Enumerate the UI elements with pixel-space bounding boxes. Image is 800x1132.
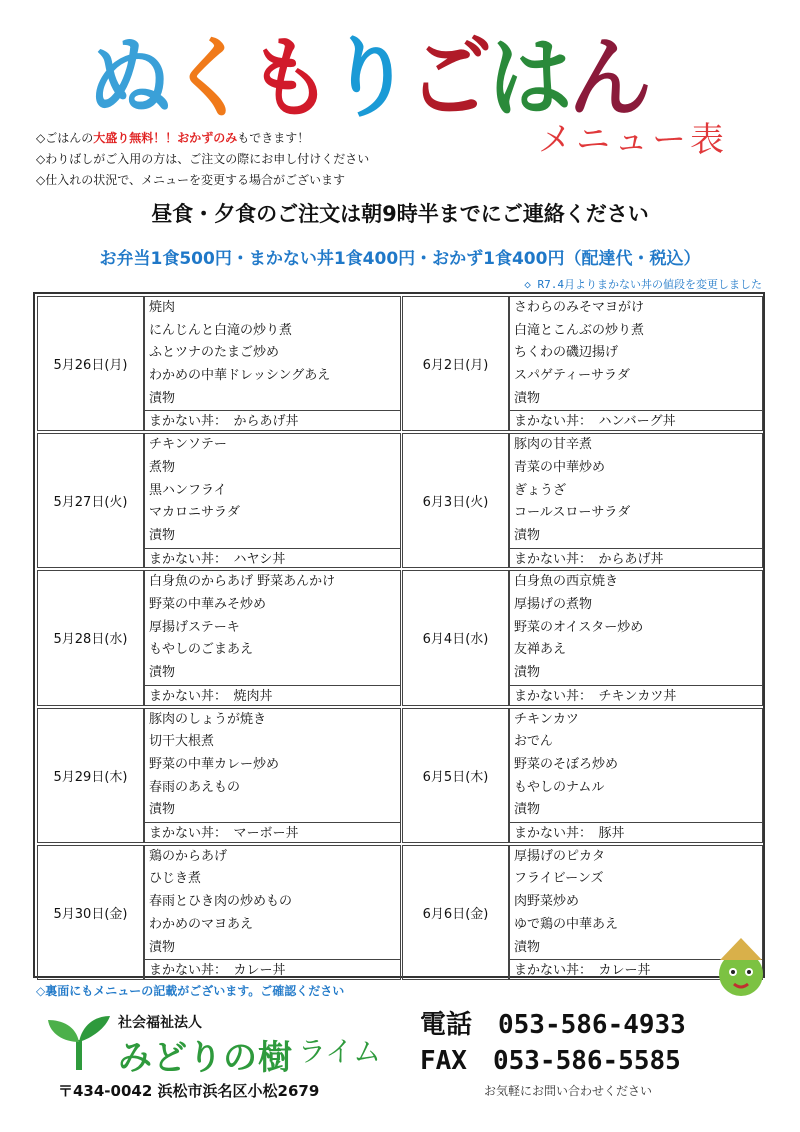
menu-item: 野菜の中華カレー炒め <box>149 756 280 772</box>
menu-item: 焼肉 <box>149 300 176 315</box>
menu-item: 白身魚の西京焼き <box>514 574 619 590</box>
title-char: ぬ <box>88 26 169 130</box>
menu-item: 漬物 <box>514 802 541 818</box>
menu-item: ふとツナのたまご炒め <box>149 345 280 361</box>
note-1-highlight: 大盛り無料！！おかずのみ <box>93 131 238 145</box>
title-char: く <box>168 26 249 130</box>
makanai-don: まかない丼： 焼肉丼 <box>145 685 400 709</box>
menu-item: 友禅あえ <box>514 642 567 658</box>
back-side-note: ◇裏面にもメニューの記載がございます。ご確認ください <box>36 984 345 998</box>
note-2: ◇わりばしがご入用の方は、ご注文の際にお申し付けください <box>36 152 370 166</box>
menu-date: 5月28日(水) <box>37 570 144 705</box>
menu-item: 漬物 <box>149 390 176 406</box>
makanai-don: まかない丼： ハヤシ丼 <box>145 548 400 572</box>
leaf-logo-icon <box>44 1012 114 1072</box>
menu-item: 春雨とひき肉の炒めもの <box>149 894 293 910</box>
makanai-don: まかない丼： チキンカツ丼 <box>510 685 762 709</box>
menu-item: もやしのごまあえ <box>149 642 254 658</box>
makanai-don: まかない丼： ハンバーグ丼 <box>510 410 762 434</box>
menu-item: 白身魚のからあげ 野菜あんかけ <box>149 574 336 590</box>
menu-item: 肉野菜炒め <box>514 894 580 910</box>
menu-item: 鶏のからあげ <box>149 848 228 864</box>
makanai-don: まかない丼： からあげ丼 <box>145 410 400 434</box>
menu-items <box>144 708 401 843</box>
menu-item: さわらのみそマヨがけ <box>514 300 645 315</box>
menu-item: 漬物 <box>149 802 176 818</box>
menu-item: 厚揚げのピカタ <box>514 848 606 864</box>
menu-table <box>33 292 765 978</box>
menu-date: 6月2日(月) <box>402 296 509 431</box>
menu-item: マカロニサラダ <box>149 505 240 521</box>
makanai-don: まかない丼： マーボー丼 <box>145 822 400 846</box>
menu-item: 漬物 <box>514 527 541 543</box>
contact-note: お気軽にお問い合わせください <box>484 1084 653 1098</box>
menu-items <box>509 296 763 431</box>
menu-date: 5月27日(火) <box>37 433 144 568</box>
org-sub: ライム <box>298 1035 382 1068</box>
makanai-don: まかない丼： カレー丼 <box>145 959 400 983</box>
menu-item: 野菜のオイスター炒め <box>514 619 644 635</box>
menu-item: 煮物 <box>149 459 176 475</box>
note-1-text-a: ◇ごはんの <box>36 131 94 145</box>
menu-date: 5月29日(木) <box>37 708 144 843</box>
menu-item: ぎょうざ <box>514 482 567 498</box>
menu-items <box>144 570 401 705</box>
title-char: ご <box>408 26 489 130</box>
title-char: り <box>328 26 409 130</box>
notes <box>36 128 369 191</box>
menu-items <box>144 845 401 980</box>
menu-item: コールスローサラダ <box>514 505 631 521</box>
makanai-don: まかない丼： からあげ丼 <box>510 548 762 572</box>
phone-number: 電話 053-586-4933 <box>420 1010 686 1040</box>
menu-item: 春雨のあえもの <box>149 779 241 795</box>
price-line: お弁当1食500円・まかない丼1食400円・おかず1食400円（配達代・税込） <box>99 249 701 269</box>
menu-items <box>144 296 401 431</box>
price-change-note: ◇ R7.4月よりまかない丼の値段を変更しました <box>524 278 762 291</box>
menu-item: 厚揚げの煮物 <box>514 597 593 613</box>
menu-item: 切干大根煮 <box>149 734 215 750</box>
menu-item: ひじき煮 <box>149 871 202 887</box>
menu-item: 野菜のそぼろ炒め <box>514 756 619 772</box>
org-name: みどりの樹 <box>118 1038 293 1078</box>
menu-item: 野菜の中華みそ炒め <box>149 597 267 613</box>
mascot-icon <box>706 930 776 1002</box>
menu-item: にんじんと白滝の炒り煮 <box>149 322 293 338</box>
menu-item: 豚肉のしょうが焼き <box>149 711 267 727</box>
menu-date: 6月6日(金) <box>402 845 509 980</box>
menu-item: スパゲティーサラダ <box>514 368 630 384</box>
menu-item: 黒ハンフライ <box>149 482 227 498</box>
fax-number: FAX 053-586-5585 <box>420 1046 681 1076</box>
makanai-don: まかない丼： 豚丼 <box>510 822 762 846</box>
menu-item: わかめの中華ドレッシングあえ <box>149 368 331 384</box>
org-type: 社会福祉法人 <box>118 1015 202 1031</box>
menu-item: 豚肉の甘辛煮 <box>514 437 593 453</box>
title-char: も <box>248 26 329 130</box>
menu-item: 漬物 <box>514 939 541 955</box>
note-1 <box>36 128 369 149</box>
menu-items <box>144 433 401 568</box>
makanai-don: まかない丼： カレー丼 <box>510 959 762 983</box>
menu-item: 漬物 <box>514 390 541 406</box>
menu-item: 白滝とこんぶの炒り煮 <box>514 322 645 338</box>
menu-item: 漬物 <box>149 527 176 543</box>
menu-items <box>509 570 763 705</box>
menu-item: 漬物 <box>149 665 176 681</box>
menu-item: おでん <box>514 734 553 750</box>
menu-date: 6月4日(水) <box>402 570 509 705</box>
menu-item: ゆで鶏の中華あえ <box>514 916 619 932</box>
menu-item: もやしのナムル <box>514 779 605 795</box>
menu-item: 厚揚げステーキ <box>149 619 240 635</box>
order-deadline: 昼食・夕食のご注文は朝9時半までにご連絡ください <box>151 202 649 226</box>
menu-item: チキンソテー <box>149 437 227 453</box>
menu-item: フライビーンズ <box>514 871 604 887</box>
menu-date: 5月26日(月) <box>37 296 144 431</box>
menu-date: 5月30日(金) <box>37 845 144 980</box>
menu-date: 6月3日(火) <box>402 433 509 568</box>
menu-items <box>509 433 763 568</box>
address: 〒434-0042 浜松市浜名区小松2679 <box>58 1082 320 1100</box>
menu-item: わかめのマヨあえ <box>149 916 254 932</box>
note-1-text-b: もできます！ <box>237 131 310 145</box>
menu-item: 漬物 <box>514 665 541 681</box>
note-3: ◇仕入れの状況で、メニューを変更する場合がございます <box>36 173 345 187</box>
menu-item: チキンカツ <box>514 711 579 727</box>
menu-subtitle: メニュー表 <box>538 120 728 160</box>
menu-item: ちくわの磯辺揚げ <box>514 345 619 361</box>
menu-items <box>509 708 763 843</box>
title-char: は <box>488 26 569 130</box>
menu-date: 6月5日(木) <box>402 708 509 843</box>
menu-item: 漬物 <box>149 939 176 955</box>
menu-item: 青菜の中華炒め <box>514 459 606 475</box>
title-char: ん <box>568 26 649 130</box>
